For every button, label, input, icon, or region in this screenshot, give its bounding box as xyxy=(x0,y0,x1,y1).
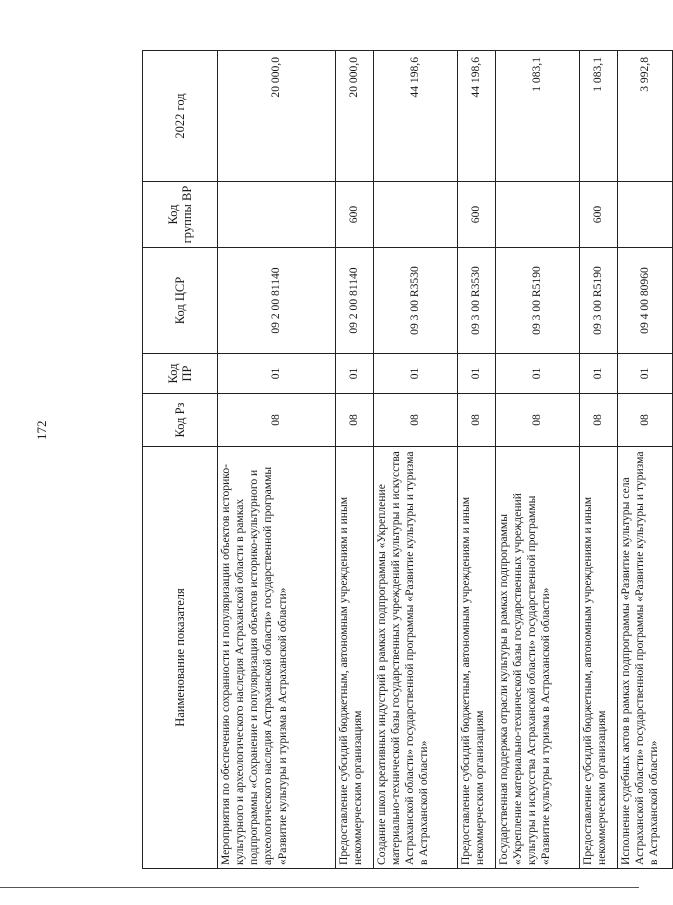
row-csr: 09 4 00 80960 xyxy=(618,248,673,354)
row-name: Создание школ креативных индустрий в рамках подпрограммы «Укрепление материально-технической базы государственных учреждений культуры и искусства Астраханской области» государственной программы «Развитие культуры и туризма в Астраханской области» xyxy=(374,447,458,869)
header-name: Наименование показателя xyxy=(143,447,218,869)
row-pr: 01 xyxy=(374,354,458,394)
row-vr: 600 xyxy=(580,182,618,248)
table-row xyxy=(496,51,580,869)
row-vr: 600 xyxy=(458,182,496,248)
row-name: Предоставление субсидий бюджетным, автономным учреждениям и иным некоммерческим организациям xyxy=(458,447,496,869)
row-csr: 09 3 00 R3530 xyxy=(374,248,458,354)
row-value: 3 992,8 xyxy=(618,51,673,182)
header-rz: Код Рз xyxy=(143,394,218,447)
row-value: 20 000,0 xyxy=(218,51,336,182)
table-row xyxy=(580,51,618,869)
row-name: Предоставление субсидий бюджетным, автономным учреждениям и иным некоммерческим организациям xyxy=(336,447,374,869)
table-row xyxy=(618,51,673,869)
row-csr: 09 2 00 81140 xyxy=(218,248,336,354)
row-csr: 09 2 00 81140 xyxy=(336,248,374,354)
row-name: Исполнение судебных актов в рамках подпрограммы «Развитие культуры села Астраханской области» государственной программы «Развитие культуры и туризма в Астраханской области» xyxy=(618,447,673,869)
row-vr xyxy=(218,182,336,248)
row-pr: 01 xyxy=(580,354,618,394)
row-pr: 01 xyxy=(496,354,580,394)
row-value: 20 000,0 xyxy=(336,51,374,182)
row-name: Мероприятия по обеспечению сохранности и популяризации объектов историко-культурного и археологического наследия Астраханской области в рамках подпрограммы «Сохранение и популяризация объектов историко-культурного и археологического наследия Астраханской области» государственной программы «Развитие культуры и туризма в Астраханской области» xyxy=(218,447,336,869)
budget-table-container xyxy=(142,51,661,869)
header-year: 2022 год xyxy=(143,51,218,182)
row-rz: 08 xyxy=(374,394,458,447)
page-number: 172 xyxy=(34,420,49,440)
row-name: Государственная поддержка отрасли культуры в рамках подпрограммы «Укрепление материально-технической базы государственных учреждений культуры и искусства Астраханской области» государственной программы «Развитие культуры и туризма в Астраханской области» xyxy=(496,447,580,869)
row-vr xyxy=(496,182,580,248)
row-pr: 01 xyxy=(618,354,673,394)
row-rz: 08 xyxy=(218,394,336,447)
budget-table xyxy=(142,50,673,869)
row-rz: 08 xyxy=(618,394,673,447)
table-row xyxy=(458,51,496,869)
row-csr: 09 3 00 R5190 xyxy=(496,248,580,354)
table-row xyxy=(336,51,374,869)
row-value: 1 083,1 xyxy=(496,51,580,182)
row-rz: 08 xyxy=(496,394,580,447)
row-rz: 08 xyxy=(336,394,374,447)
table-row xyxy=(218,51,336,869)
row-rz: 08 xyxy=(580,394,618,447)
row-pr: 01 xyxy=(458,354,496,394)
row-vr xyxy=(618,182,673,248)
bottom-rule xyxy=(0,887,639,888)
table-header-row xyxy=(143,51,218,869)
table-row xyxy=(374,51,458,869)
row-csr: 09 3 00 R3530 xyxy=(458,248,496,354)
header-csr: Код ЦСР xyxy=(143,248,218,354)
row-vr xyxy=(374,182,458,248)
row-name: Предоставление субсидий бюджетным, автономным учреждениям и иным некоммерческим организациям xyxy=(580,447,618,869)
row-vr: 600 xyxy=(336,182,374,248)
row-csr: 09 3 00 R5190 xyxy=(580,248,618,354)
row-pr: 01 xyxy=(336,354,374,394)
header-pr: Код ПР xyxy=(143,354,218,394)
row-pr: 01 xyxy=(218,354,336,394)
row-value: 44 198,6 xyxy=(458,51,496,182)
header-vr: Код группы ВР xyxy=(143,182,218,248)
row-rz: 08 xyxy=(458,394,496,447)
row-value: 44 198,6 xyxy=(374,51,458,182)
row-value: 1 083,1 xyxy=(580,51,618,182)
